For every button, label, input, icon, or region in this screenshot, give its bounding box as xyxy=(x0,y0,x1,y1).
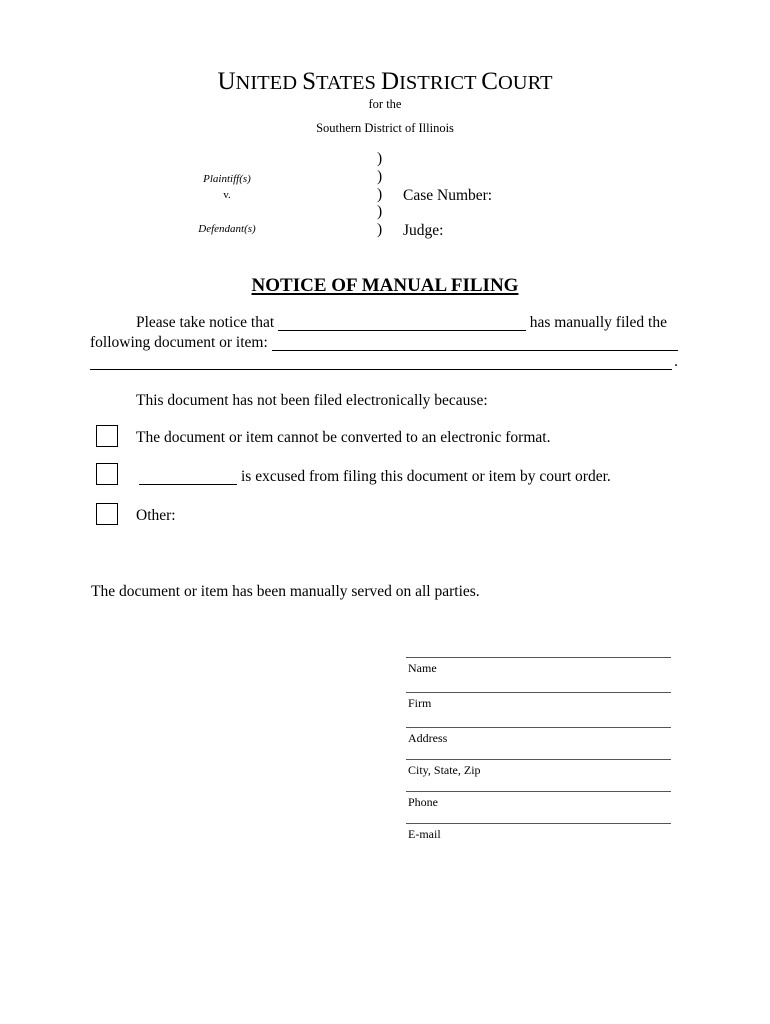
reason-other-label: Other: xyxy=(136,507,176,524)
city-state-zip-label: City, State, Zip xyxy=(408,763,481,777)
reason-not-convertible-label: The document or item cannot be converted to an electronic format. xyxy=(136,429,551,446)
phone-field[interactable] xyxy=(406,776,671,792)
title-initial-capital: C xyxy=(481,68,498,95)
caption-parenthesis: ) xyxy=(377,221,383,238)
notice-line-1 xyxy=(136,315,667,331)
city-state-zip-field[interactable] xyxy=(406,744,671,760)
judge-label: Judge: xyxy=(403,222,444,239)
filing-party-field[interactable] xyxy=(278,315,526,331)
notice-line-2-lead: following document or item: xyxy=(90,334,268,351)
reason-other-checkbox[interactable] xyxy=(96,503,118,525)
court-title: UNITED STATES DISTRICT COURT xyxy=(217,68,553,95)
reason-court-order-checkbox[interactable] xyxy=(96,463,118,485)
court-for-the: for the xyxy=(368,96,402,111)
reason-intro: This document has not been filed electronically because: xyxy=(136,392,488,409)
title-initial-capital: S xyxy=(302,68,317,95)
name-label: Name xyxy=(408,661,437,675)
notice-line-2 xyxy=(90,335,678,351)
court-district: Southern District of Illinois xyxy=(316,120,454,135)
excused-party-field[interactable] xyxy=(139,469,237,485)
name-field[interactable] xyxy=(406,642,671,658)
service-statement: The document or item has been manually served on all parties. xyxy=(91,583,480,600)
versus-label: v. xyxy=(223,189,231,201)
email-field[interactable] xyxy=(406,808,671,824)
document-description-continued-field[interactable] xyxy=(90,354,672,370)
reason-court-order-line xyxy=(139,469,611,485)
address-label: Address xyxy=(408,731,448,745)
notice-line-3-period: . xyxy=(674,353,678,370)
reason-not-convertible-checkbox[interactable] xyxy=(96,425,118,447)
title-initial-capital: D xyxy=(381,68,400,95)
caption-parenthesis: ) xyxy=(377,203,383,221)
case-number-label: Case Number: xyxy=(403,187,493,204)
firm-label: Firm xyxy=(408,696,432,710)
firm-field[interactable] xyxy=(406,677,671,693)
phone-label: Phone xyxy=(408,795,438,809)
notice-line-3 xyxy=(90,354,678,370)
title-initial-capital: U xyxy=(217,68,236,95)
caption-parenthesis-column xyxy=(377,150,382,239)
caption-parenthesis: ) xyxy=(377,185,383,203)
notice-line-1-tail: has manually filed the xyxy=(529,314,667,331)
email-label: E-mail xyxy=(408,827,441,841)
notice-heading: NOTICE OF MANUAL FILING xyxy=(251,275,519,296)
defendant-label: Defendant(s) xyxy=(198,223,256,235)
caption-parenthesis: ) xyxy=(377,150,383,167)
reason-court-order-label: is excused from filing this document or item by court order. xyxy=(241,468,611,485)
plaintiff-label: Plaintiff(s) xyxy=(203,173,251,185)
caption-parenthesis: ) xyxy=(377,167,383,185)
notice-line-1-lead: Please take notice that xyxy=(136,314,275,331)
address-field[interactable] xyxy=(406,712,671,728)
document-description-field[interactable] xyxy=(272,335,678,351)
